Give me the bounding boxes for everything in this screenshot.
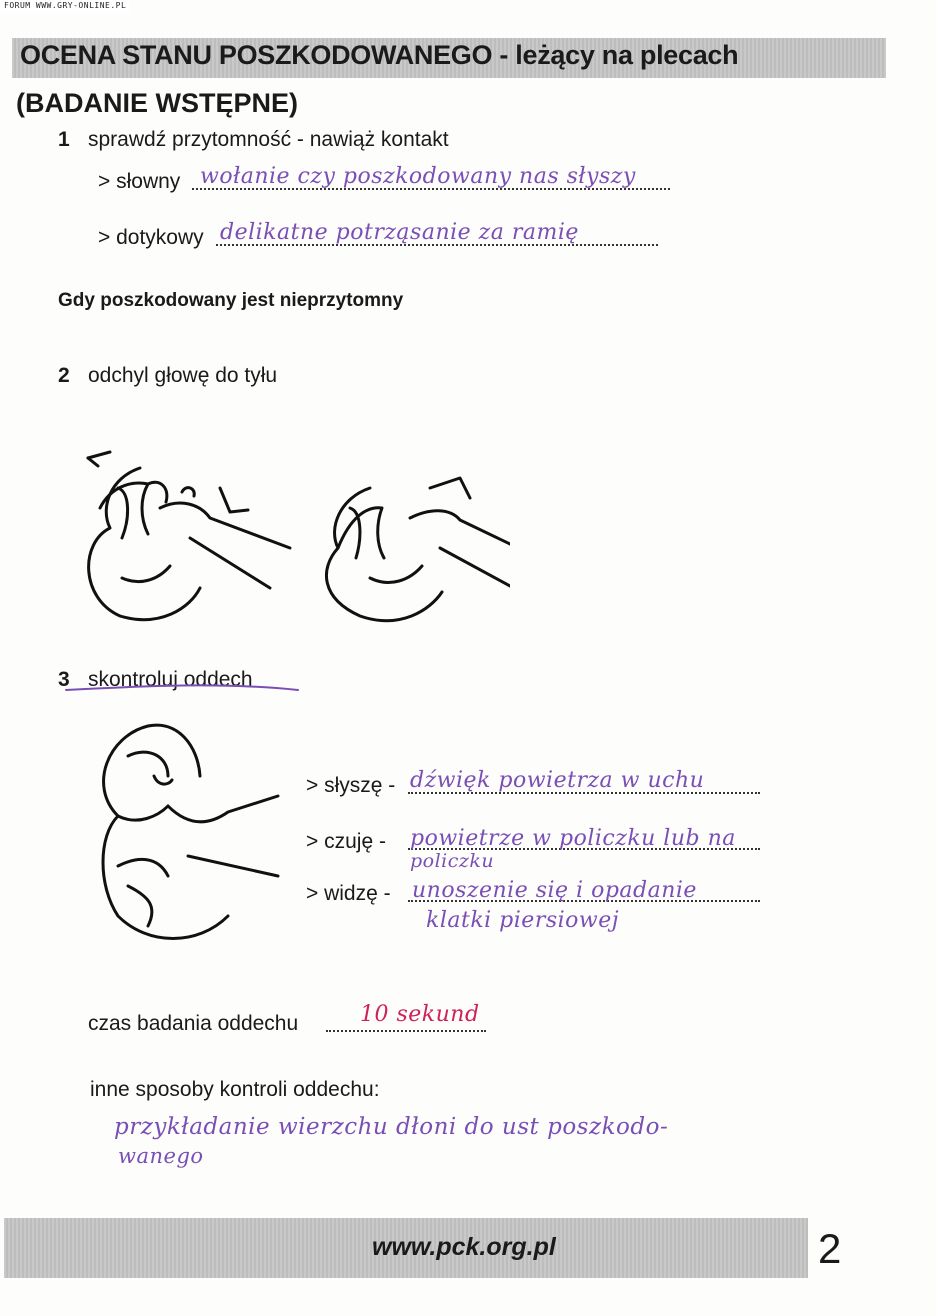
hear-answer: dźwięk powietrza w uchu <box>410 768 705 793</box>
step3-number: 3 <box>58 668 70 691</box>
unconscious-heading: Gdy poszkodowany jest nieprzytomny <box>58 290 404 311</box>
other-methods-label: inne sposoby kontroli oddechu: <box>90 1078 380 1101</box>
page-subtitle: (BADANIE WSTĘPNE) <box>16 88 298 118</box>
touch-label: > dotykowy <box>98 226 204 249</box>
other-methods-answer-line2: wanego <box>118 1144 204 1168</box>
breath-time-answer: 10 sekund <box>360 1002 480 1027</box>
touch-answer: delikatne potrząsanie za ramię <box>220 220 579 245</box>
page-number: 2 <box>818 1225 842 1272</box>
see-label: > widzę - <box>306 882 391 905</box>
step2-label: odchyl głowę do tyłu <box>88 364 278 387</box>
footer-url: www.pck.org.pl <box>372 1233 556 1261</box>
page-title: OCENA STANU POSZKODOWANEGO - leżący na plecach <box>20 40 739 70</box>
step1-label: sprawdź przytomność - nawiąż kontakt <box>88 128 449 151</box>
see-answer-line1: unoszenie się i opadanie <box>412 878 697 903</box>
breath-time-label: czas badania oddechu <box>88 1012 299 1035</box>
check-breathing-illustration <box>88 716 288 956</box>
forum-watermark: FORUM WWW.GRY-ONLINE.PL <box>0 0 130 11</box>
feel-answer-line1: powietrze w policzku lub na <box>410 826 736 851</box>
verbal-answer: wołanie czy poszkodowany nas słyszy <box>200 164 636 189</box>
hear-label: > słyszę - <box>306 774 396 797</box>
other-methods-answer-line1: przykładanie wierzchu dłoni do ust poszkodo- <box>114 1114 669 1140</box>
head-tilt-illustration <box>70 448 510 648</box>
step2-number: 2 <box>58 364 70 387</box>
step3-label: skontroluj oddech <box>88 668 253 691</box>
breath-time-dotted-line <box>326 1028 486 1032</box>
step1-number: 1 <box>58 128 70 151</box>
see-answer-line2: klatki piersiowej <box>426 908 620 933</box>
feel-label: > czuję - <box>306 830 386 853</box>
underline-stroke <box>62 676 302 700</box>
verbal-label: > słowny <box>98 170 181 193</box>
feel-answer-line2: policzku <box>410 850 495 872</box>
